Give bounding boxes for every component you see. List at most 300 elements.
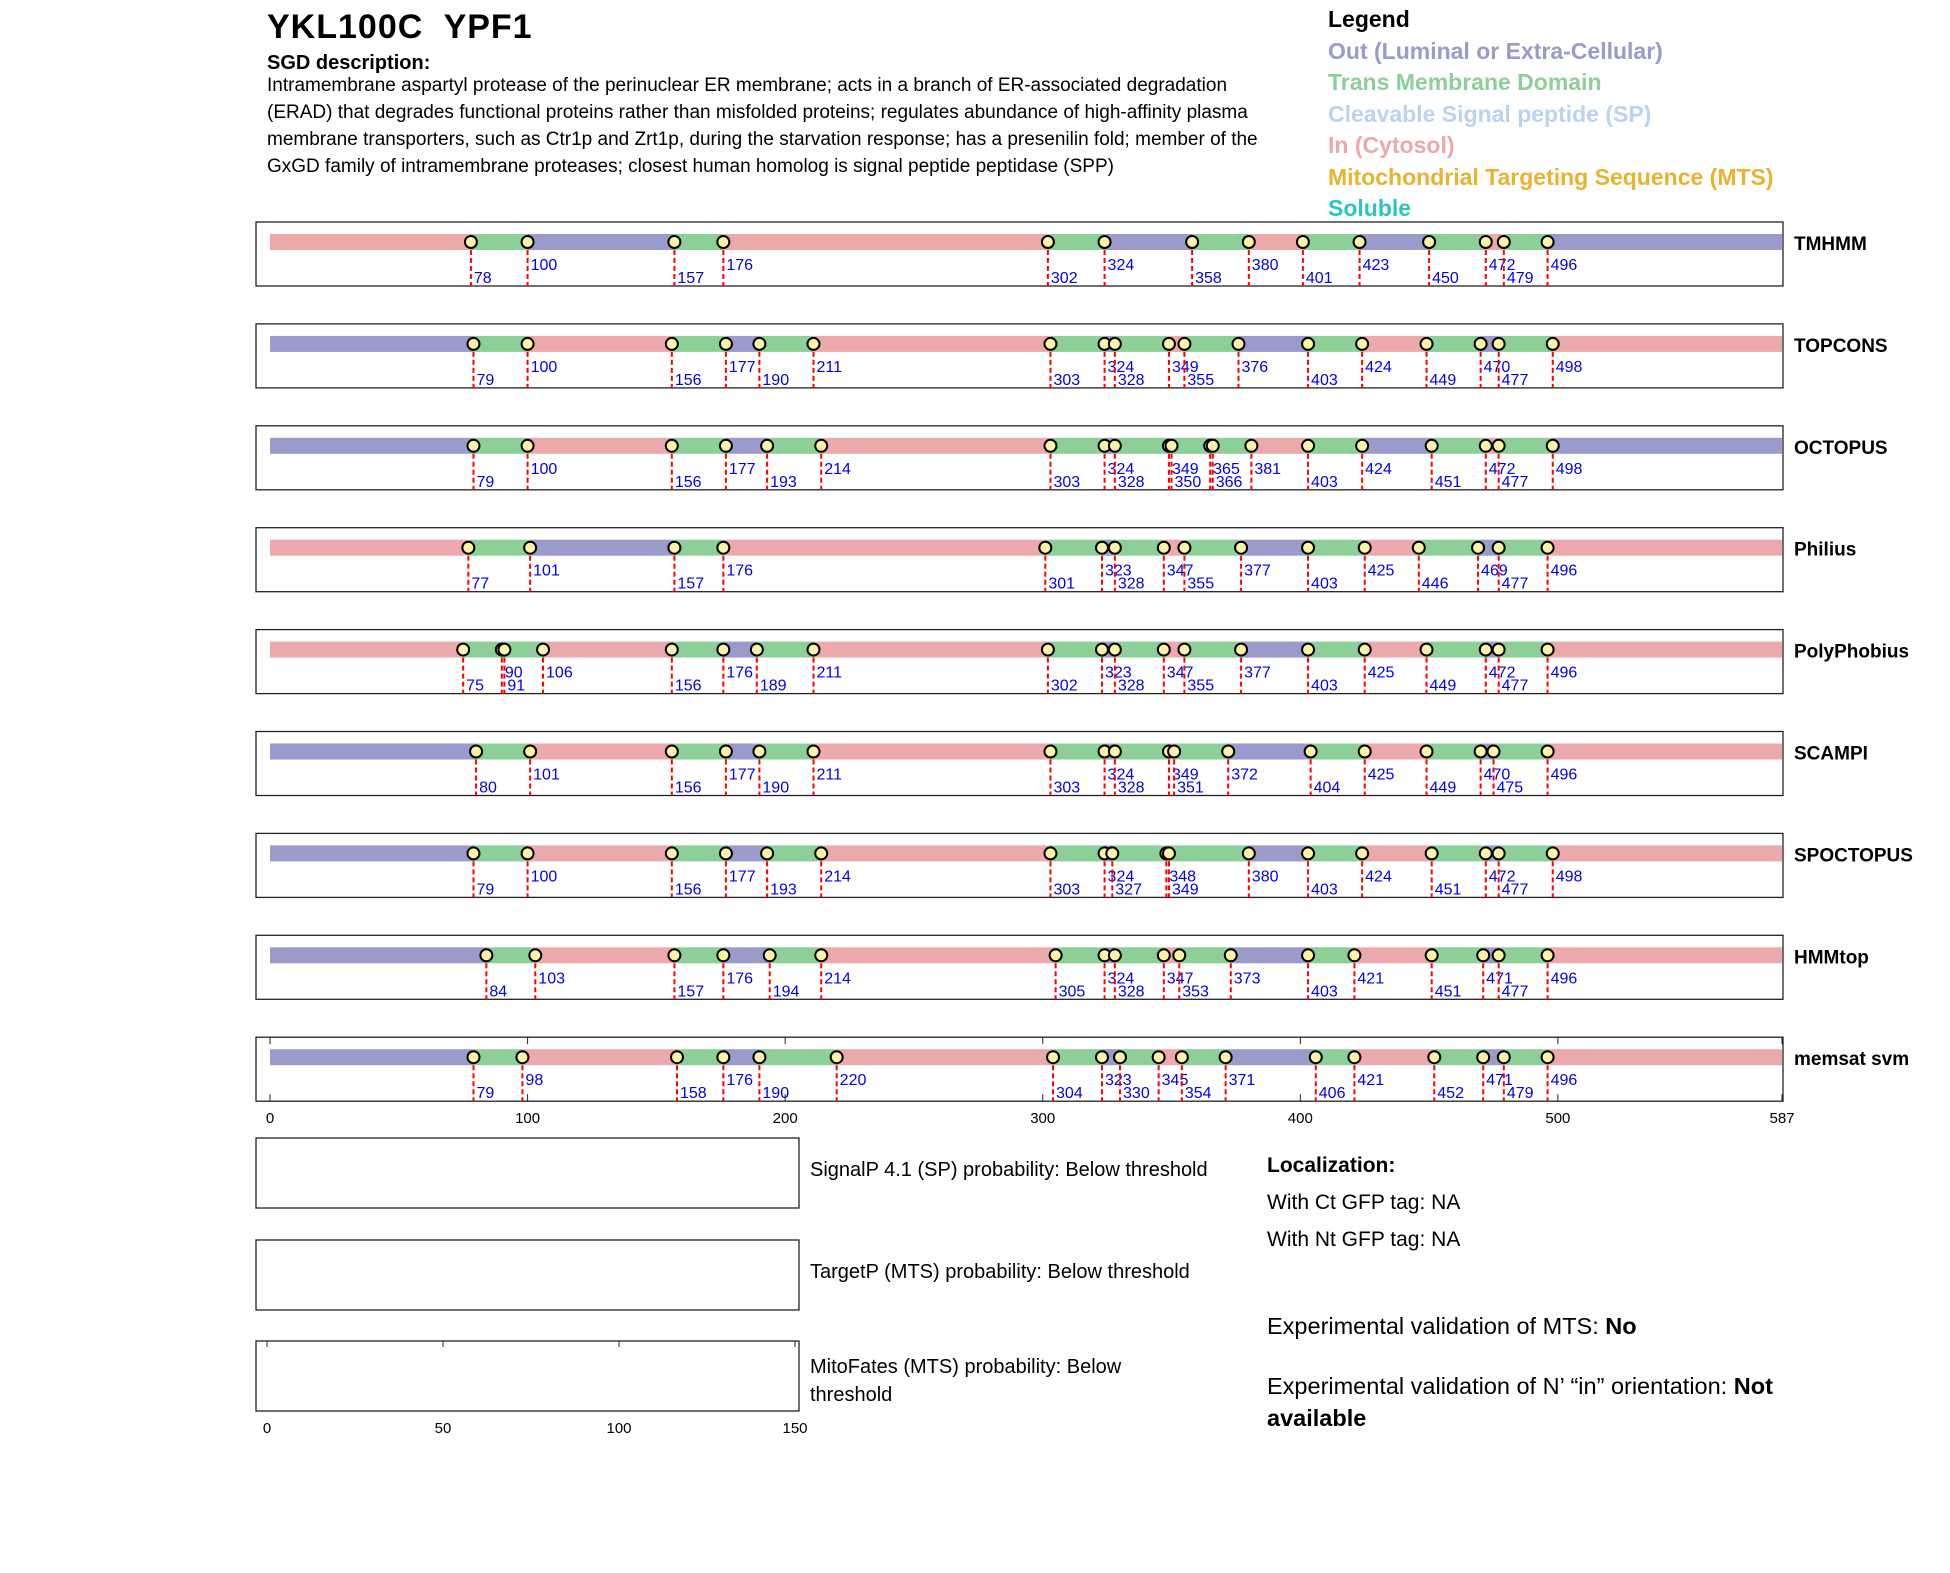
boundary-label: 302 [1050,677,1078,695]
boundary-marker [1493,440,1505,452]
boundary-label: 425 [1367,766,1395,784]
boundary-label: 377 [1244,664,1271,682]
track-segment [1308,540,1365,556]
boundary-label: 403 [1311,983,1338,1001]
boundary-marker [1493,542,1505,554]
boundary-marker [1220,1051,1232,1063]
track-segment [1427,744,1481,760]
x-tick-label: 587 [1769,1110,1795,1128]
boundary-marker [668,949,680,961]
boundary-marker [807,746,819,758]
boundary-label: 451 [1434,473,1462,491]
boundary-label: 425 [1367,664,1395,682]
track-segment [1308,438,1362,454]
track-segment [270,1049,473,1065]
boundary-marker [1542,949,1554,961]
boundary-marker [1359,542,1371,554]
mts-validation-value: No [1605,1313,1637,1339]
boundary-label: 423 [1362,257,1390,274]
signalp-label: SignalP 4.1 (SP) probability: Below threshold [810,1159,1208,1181]
track-segment [1045,540,1102,556]
boundary-label: 176 [726,1072,754,1090]
boundary-marker [1302,644,1314,656]
boundary-marker [1096,542,1108,554]
track-spoctopus [256,833,1913,898]
boundary-marker [761,440,773,452]
boundary-label: 451 [1434,983,1462,1001]
boundary-label: 354 [1184,1085,1212,1103]
boundary-marker [1477,949,1489,961]
track-segment [759,336,813,352]
orientation-validation [1267,1370,1827,1434]
boundary-label: 211 [816,664,843,682]
boundary-marker [516,1051,528,1063]
boundary-marker [717,644,729,656]
boundary-label: 380 [1251,257,1279,274]
track-segment [468,540,530,556]
boundary-marker [1493,338,1505,350]
mts-validation-label: Experimental validation of MTS: [1267,1313,1606,1339]
boundary-label: 177 [728,358,756,376]
boundary-label: 353 [1182,983,1209,1001]
mts-validation [1267,1310,1827,1342]
track-segment [473,845,527,861]
boundary-label: 79 [476,881,495,899]
track-segment [759,744,813,760]
description-text: Intramembrane aspartyl protease of the perinuclear ER membrane; acts in a branch of ER-associated degradation (ERAD) that degrades functional proteins rather than misfolded proteins; regulates abundance of high-affinity plasma membrane transporters, such as Ctr1p and Zrt1p, during the starvation response; has a presenilin fold; member of the GxGD family of intramembrane proteases; closest human homolog is signal peptide peptidase (SPP) [267,75,1258,177]
boundary-marker [522,338,534,350]
boundary-marker [1109,542,1121,554]
boundary-marker [1356,847,1368,859]
boundary-marker [815,847,827,859]
boundary-label: 324 [1107,257,1135,274]
boundary-marker [1542,746,1554,758]
track-segment [270,642,463,658]
track-segment [1228,744,1310,760]
track-segment [821,438,1050,454]
track-segment [759,1049,836,1065]
track-segment [1115,744,1169,760]
boundary-marker [1207,440,1219,452]
track-polyphobius [256,630,1909,695]
track-segment [1239,336,1309,352]
boundary-label: 381 [1254,460,1282,478]
boundary-marker [1475,746,1487,758]
boundary-label: 156 [674,473,702,491]
boundary-label: 327 [1115,881,1142,899]
prob-x-tick-label: 100 [606,1420,632,1437]
track-segment [1048,642,1102,658]
boundary-marker [1359,644,1371,656]
boundary-marker [1163,847,1175,859]
boundary-marker [1480,440,1492,452]
track-segment [1050,845,1104,861]
boundary-label: 380 [1251,868,1279,886]
track-segment [1105,234,1193,250]
track-segment [530,744,672,760]
boundary-label: 349 [1171,358,1199,376]
track-segment [674,234,723,250]
boundary-marker [1096,1051,1108,1063]
boundary-label: 347 [1166,970,1194,988]
boundary-marker [1542,644,1554,656]
track-segment [1499,845,1553,861]
boundary-label: 156 [674,677,702,695]
boundary-label: 449 [1429,779,1457,797]
boundary-label: 479 [1506,270,1534,287]
boundary-marker [1348,1051,1360,1063]
boundary-label: 75 [466,677,484,695]
boundary-label: 77 [471,575,490,593]
boundary-label: 328 [1117,779,1145,797]
track-segment [473,1049,522,1065]
probability-frame [256,1240,799,1310]
track-segment [1115,540,1164,556]
boundary-label: 157 [677,983,705,1001]
track-segment [1360,234,1430,250]
boundary-label: 304 [1056,1085,1083,1103]
boundary-label: 177 [728,460,756,478]
track-segment [270,845,473,861]
boundary-label: 100 [530,257,558,274]
track-name: memsat svm [1794,1049,1910,1071]
boundary-marker [1498,236,1510,248]
boundary-marker [1050,949,1062,961]
track-segment [813,744,1050,760]
boundary-label: 324 [1107,460,1135,478]
boundary-label: 406 [1318,1085,1346,1103]
boundary-label: 421 [1357,1072,1385,1090]
track-segment [1553,336,1782,352]
track-segment [1362,336,1426,352]
boundary-marker [467,1051,479,1063]
boundary-label: 176 [726,257,754,274]
legend-item-sp: Cleavable Signal peptide (SP) [1328,100,1652,127]
boundary-label: 471 [1486,1072,1513,1090]
boundary-label: 349 [1171,881,1199,899]
boundary-marker [671,1051,683,1063]
track-segment [270,234,471,250]
boundary-label: 403 [1311,473,1338,491]
x-tick-label: 100 [515,1110,541,1128]
boundary-marker [1243,236,1255,248]
track-segment [672,336,726,352]
track-segment [522,1049,677,1065]
track-segment [1553,845,1782,861]
track-segment [672,744,726,760]
boundary-marker [1428,1051,1440,1063]
track-segment [1226,1049,1316,1065]
track-segment [813,642,1047,658]
boundary-label: 328 [1117,677,1145,695]
localization [1267,1148,1460,1258]
boundary-marker [524,542,536,554]
track-frame [256,935,1783,999]
track-name: SPOCTOPUS [1794,845,1913,867]
boundary-label: 366 [1215,473,1243,491]
boundary-marker [1302,949,1314,961]
boundary-label: 404 [1313,779,1341,797]
boundary-label: 403 [1311,371,1338,389]
track-segment [1548,1049,1782,1065]
track-segment [1365,540,1419,556]
boundary-marker [1163,338,1175,350]
boundary-marker [522,440,534,452]
boundary-marker [480,949,492,961]
track-segment [270,540,468,556]
boundary-label: 100 [530,460,558,478]
boundary-marker [1109,949,1121,961]
track-segment [1548,642,1782,658]
x-tick-label: 200 [772,1110,798,1128]
boundary-label: 79 [476,473,495,491]
track-segment [1362,438,1432,454]
boundary-marker [1547,440,1559,452]
boundary-label: 496 [1550,1072,1578,1090]
boundary-label: 347 [1166,562,1194,580]
boundary-label: 498 [1555,358,1583,376]
localization-heading: Localization: [1267,1154,1396,1177]
boundary-label: 177 [728,766,756,784]
boundary-label: 324 [1107,868,1135,886]
boundary-marker [666,847,678,859]
boundary-label: 358 [1195,270,1222,287]
track-segment [1303,234,1360,250]
boundary-label: 477 [1501,881,1529,899]
track-name: OCTOPUS [1794,437,1888,459]
boundary-marker [1426,949,1438,961]
boundary-marker [1099,236,1111,248]
boundary-label: 101 [533,766,560,784]
orientation-validation-label: Experimental validation of N’ “in” orientation: [1267,1373,1734,1399]
boundary-marker [815,949,827,961]
boundary-marker [1480,644,1492,656]
track-name: HMMtop [1794,947,1869,969]
boundary-label: 303 [1053,779,1081,797]
boundary-marker [1158,644,1170,656]
probability-panel-3 [256,1341,808,1437]
boundary-marker [1158,542,1170,554]
track-segment [1308,642,1365,658]
boundary-marker [761,847,773,859]
boundary-marker [1302,338,1314,350]
boundary-label: 365 [1213,460,1240,478]
boundary-marker [666,644,678,656]
boundary-marker [498,644,510,656]
boundary-label: 302 [1050,270,1078,287]
boundary-label: 372 [1231,766,1258,784]
localization-nt: With Nt GFP tag: NA [1267,1228,1461,1251]
boundary-label: 376 [1241,358,1269,376]
track-segment [1432,947,1484,963]
boundary-label: 303 [1053,473,1081,491]
boundary-label: 177 [728,868,756,886]
boundary-label: 84 [489,983,508,1001]
track-topcons [256,324,1888,389]
boundary-label: 351 [1177,779,1204,797]
boundary-label: 158 [679,1085,707,1103]
track-segment [767,845,821,861]
track-segment [473,336,527,352]
track-segment [1434,1049,1483,1065]
legend-item-tm: Trans Membrane Domain [1328,69,1602,95]
boundary-marker [1493,644,1505,656]
track-segment [1499,947,1548,963]
boundary-label: 477 [1501,677,1529,695]
boundary-label: 469 [1481,562,1508,580]
boundary-marker [1245,440,1257,452]
boundary-marker [1542,1051,1554,1063]
boundary-label: 403 [1311,677,1338,695]
prob-x-tick-label: 50 [434,1420,452,1437]
track-segment [530,540,674,556]
track-philius [256,528,1856,593]
boundary-marker [1547,338,1559,350]
boundary-marker [1359,746,1371,758]
boundary-marker [1096,644,1108,656]
probability-panel-2 [256,1240,799,1310]
boundary-label: 214 [824,460,851,478]
track-segment [1553,438,1782,454]
track-segment [543,642,672,658]
boundary-marker [1475,338,1487,350]
boundary-marker [1480,847,1492,859]
track-segment [821,947,1055,963]
legend-title: Legend [1328,6,1410,32]
legend-item-soluble: Soluble [1328,195,1412,221]
boundary-label: 425 [1367,562,1395,580]
boundary-marker [1426,847,1438,859]
track-segment [1419,540,1478,556]
boundary-marker [462,542,474,554]
track-segment [1427,642,1486,658]
boundary-marker [807,338,819,350]
targetp-label: TargetP (MTS) probability: Below threshold [810,1261,1190,1283]
boundary-label: 470 [1483,358,1511,376]
track-segment [1362,845,1432,861]
boundary-marker [720,746,732,758]
track-segment [1184,642,1241,658]
boundary-label: 401 [1305,270,1333,287]
track-segment [535,947,674,963]
boundary-marker [1178,338,1190,350]
boundary-label: 176 [726,970,754,988]
boundary-marker [1039,542,1051,554]
boundary-marker [717,1051,729,1063]
boundary-label: 421 [1357,970,1385,988]
boundary-label: 156 [674,371,702,389]
track-segment [674,947,723,963]
mitofates-label: MitoFates (MTS) probability: Below threshold [810,1356,1122,1406]
track-frame [256,630,1783,694]
track-segment [1427,336,1481,352]
boundary-marker [717,542,729,554]
boundary-marker [717,949,729,961]
track-segment [1548,540,1782,556]
track-segment [1192,234,1249,250]
boundary-label: 211 [816,358,843,376]
track-segment [486,947,535,963]
track-segment [1184,540,1241,556]
boundary-marker [1426,440,1438,452]
boundary-marker [1173,949,1185,961]
boundary-marker [1178,644,1190,656]
boundary-marker [753,338,765,350]
boundary-marker [1235,542,1247,554]
boundary-marker [1153,1051,1165,1063]
track-segment [1311,744,1365,760]
track-segment [1115,947,1164,963]
boundary-marker [1044,338,1056,350]
boundary-label: 190 [762,779,790,797]
track-segment [528,234,675,250]
track-segment [1429,234,1486,250]
boundary-marker [1042,236,1054,248]
track-name: Philius [1794,539,1857,561]
boundary-label: 449 [1429,371,1457,389]
boundary-marker [668,236,680,248]
boundary-marker [1233,338,1245,350]
boundary-label: 156 [674,779,702,797]
boundary-label: 193 [770,473,797,491]
track-segment [770,947,822,963]
boundary-label: 214 [824,868,851,886]
boundary-label: 189 [759,677,787,695]
boundary-marker [1472,542,1484,554]
track-segment [528,438,672,454]
track-segment [1249,234,1303,250]
boundary-marker [753,1051,765,1063]
boundary-marker [1243,847,1255,859]
boundary-marker [1044,746,1056,758]
track-segment [528,845,672,861]
track-segment [1499,540,1548,556]
boundary-marker [1302,440,1314,452]
boundary-marker [1225,949,1237,961]
boundary-marker [1421,746,1433,758]
track-segment [1548,744,1782,760]
boundary-marker [1356,338,1368,350]
boundary-label: 373 [1233,970,1261,988]
track-segment [1053,1049,1102,1065]
boundary-marker [1047,1051,1059,1063]
boundary-marker [467,338,479,350]
boundary-marker [1421,644,1433,656]
boundary-label: 328 [1117,473,1145,491]
boundary-label: 303 [1053,371,1081,389]
probability-frame [256,1138,799,1208]
boundary-label: 424 [1365,358,1392,376]
boundary-label: 323 [1104,664,1132,682]
track-memsat-svm [256,1037,1909,1127]
boundary-marker [666,338,678,350]
boundary-marker [1480,236,1492,248]
boundary-marker [1166,440,1178,452]
boundary-marker [1176,1051,1188,1063]
x-tick-label: 500 [1545,1110,1571,1128]
boundary-marker [1042,644,1054,656]
boundary-label: 100 [530,358,558,376]
track-segment [723,234,1048,250]
boundary-label: 450 [1432,270,1459,287]
boundary-label: 498 [1555,868,1583,886]
boundary-label: 305 [1058,983,1086,1001]
boundary-marker [1222,746,1234,758]
boundary-marker [666,746,678,758]
track-segment [723,540,1045,556]
boundary-label: 470 [1483,766,1511,784]
boundary-label: 106 [546,664,573,682]
